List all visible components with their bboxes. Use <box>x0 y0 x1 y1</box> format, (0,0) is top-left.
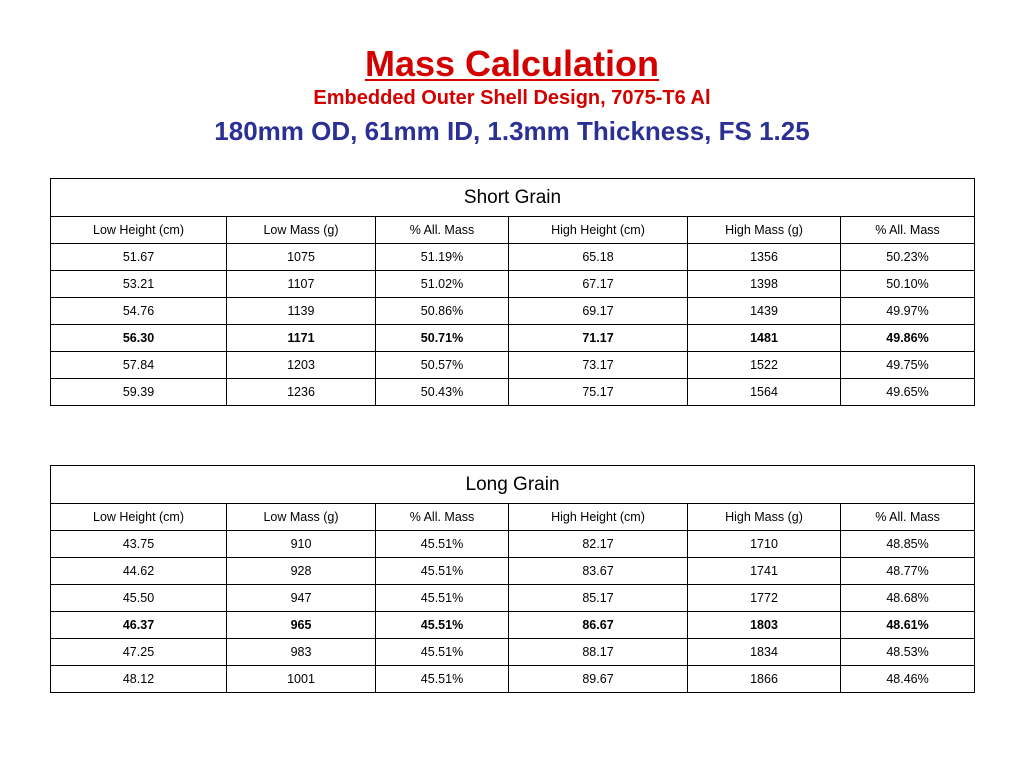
table-cell: 1439 <box>688 298 841 325</box>
table-cell: 48.53% <box>841 639 975 666</box>
spec-line: 180mm OD, 61mm ID, 1.3mm Thickness, FS 1.25 <box>214 116 810 146</box>
table-cell: 43.75 <box>51 531 227 558</box>
table-row <box>51 666 975 693</box>
table-cell: 965 <box>227 612 376 639</box>
table-cell: 1171 <box>227 325 376 352</box>
short-grain-table <box>50 178 975 406</box>
table-cell: 48.85% <box>841 531 975 558</box>
table-cell: 46.37 <box>51 612 227 639</box>
table-cell: 1139 <box>227 298 376 325</box>
table-cell: 1001 <box>227 666 376 693</box>
table-cell: 51.19% <box>376 244 509 271</box>
table-cell: 73.17 <box>509 352 688 379</box>
table-cell: 48.77% <box>841 558 975 585</box>
table-cell: 45.51% <box>376 639 509 666</box>
table-cell: 50.57% <box>376 352 509 379</box>
table-cell: 50.23% <box>841 244 975 271</box>
table-cell: 1772 <box>688 585 841 612</box>
table-cell: 983 <box>227 639 376 666</box>
table-cell: 49.65% <box>841 379 975 406</box>
table-cell: 49.75% <box>841 352 975 379</box>
table-cell: 83.67 <box>509 558 688 585</box>
column-header: Low Mass (g) <box>227 217 376 244</box>
table-cell: 928 <box>227 558 376 585</box>
table-cell: 45.50 <box>51 585 227 612</box>
column-header: Low Height (cm) <box>51 217 227 244</box>
table-cell: 910 <box>227 531 376 558</box>
table-cell: 67.17 <box>509 271 688 298</box>
page-subtitle: Embedded Outer Shell Design, 7075-T6 Al <box>313 87 711 109</box>
table-cell: 45.51% <box>376 531 509 558</box>
table-cell: 1075 <box>227 244 376 271</box>
table-cell: 85.17 <box>509 585 688 612</box>
table-row <box>51 612 975 639</box>
table-row <box>51 639 975 666</box>
table-row <box>51 244 975 271</box>
table-cell: 45.51% <box>376 612 509 639</box>
table-cell: 51.02% <box>376 271 509 298</box>
table-cell: 48.68% <box>841 585 975 612</box>
table-cell: 45.51% <box>376 666 509 693</box>
table-cell: 65.18 <box>509 244 688 271</box>
column-header: % All. Mass <box>376 217 509 244</box>
table-cell: 1834 <box>688 639 841 666</box>
table-cell: 71.17 <box>509 325 688 352</box>
table-heading-row <box>51 179 975 217</box>
column-header: High Height (cm) <box>509 217 688 244</box>
table-heading: Short Grain <box>51 179 975 217</box>
table-cell: 48.12 <box>51 666 227 693</box>
table-cell: 59.39 <box>51 379 227 406</box>
table-cell: 49.97% <box>841 298 975 325</box>
table-cell: 69.17 <box>509 298 688 325</box>
table-row <box>51 531 975 558</box>
table-cell: 89.67 <box>509 666 688 693</box>
table-cell: 75.17 <box>509 379 688 406</box>
table-cell: 1398 <box>688 271 841 298</box>
column-header: High Mass (g) <box>688 504 841 531</box>
column-header-row <box>51 217 975 244</box>
table-cell: 48.46% <box>841 666 975 693</box>
table-cell: 49.86% <box>841 325 975 352</box>
table-cell: 44.62 <box>51 558 227 585</box>
column-header: Low Height (cm) <box>51 504 227 531</box>
table-cell: 1356 <box>688 244 841 271</box>
table-cell: 47.25 <box>51 639 227 666</box>
table-cell: 54.76 <box>51 298 227 325</box>
table-cell: 50.10% <box>841 271 975 298</box>
table-cell: 82.17 <box>509 531 688 558</box>
table-cell: 1741 <box>688 558 841 585</box>
table-cell: 53.21 <box>51 271 227 298</box>
column-header-row <box>51 504 975 531</box>
column-header: % All. Mass <box>841 504 975 531</box>
long-grain-table <box>50 465 975 693</box>
table-cell: 86.67 <box>509 612 688 639</box>
column-header: % All. Mass <box>841 217 975 244</box>
table-row <box>51 325 975 352</box>
page-title: Mass Calculation <box>364 43 660 84</box>
table-cell: 1564 <box>688 379 841 406</box>
table-cell: 51.67 <box>51 244 227 271</box>
table-row <box>51 585 975 612</box>
table-cell: 48.61% <box>841 612 975 639</box>
table-cell: 88.17 <box>509 639 688 666</box>
table-row <box>51 298 975 325</box>
column-header: % All. Mass <box>376 504 509 531</box>
table-cell: 50.86% <box>376 298 509 325</box>
table-cell: 1107 <box>227 271 376 298</box>
table-cell: 57.84 <box>51 352 227 379</box>
table-cell: 45.51% <box>376 558 509 585</box>
table-cell: 1866 <box>688 666 841 693</box>
table-cell: 1522 <box>688 352 841 379</box>
table-cell: 50.71% <box>376 325 509 352</box>
column-header: High Height (cm) <box>509 504 688 531</box>
table-cell: 1236 <box>227 379 376 406</box>
table-heading-row <box>51 466 975 504</box>
table-cell: 50.43% <box>376 379 509 406</box>
table-cell: 45.51% <box>376 585 509 612</box>
column-header: High Mass (g) <box>688 217 841 244</box>
table-cell: 1203 <box>227 352 376 379</box>
table-cell: 56.30 <box>51 325 227 352</box>
column-header: Low Mass (g) <box>227 504 376 531</box>
table-cell: 1710 <box>688 531 841 558</box>
table-row <box>51 271 975 298</box>
table-row <box>51 558 975 585</box>
table-cell: 947 <box>227 585 376 612</box>
table-row <box>51 379 975 406</box>
table-row <box>51 352 975 379</box>
table-cell: 1803 <box>688 612 841 639</box>
table-heading: Long Grain <box>51 466 975 504</box>
table-cell: 1481 <box>688 325 841 352</box>
